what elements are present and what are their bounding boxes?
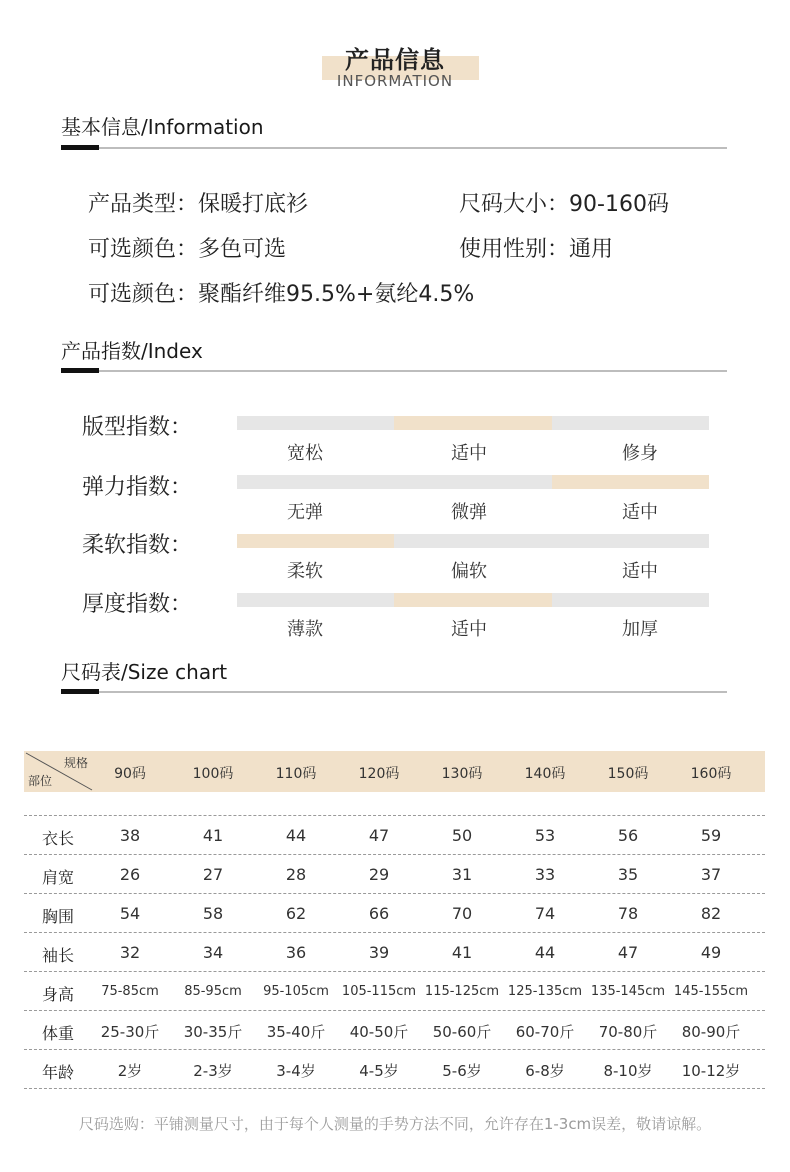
index-label: 弹力指数：	[82, 475, 193, 500]
size-header-cell: 130码	[441, 766, 483, 782]
table-cell: 28	[285, 865, 307, 884]
index-option: 柔软	[287, 561, 323, 582]
table-cell: 145-155cm	[673, 984, 749, 999]
info-value: 聚酯纤维95.5%+氨纶4.5%	[198, 282, 475, 307]
table-cell: 74	[534, 904, 556, 923]
table-cell: 3-4岁	[276, 1062, 316, 1080]
index-bar-fill	[394, 593, 551, 607]
info-value: 多色可选	[198, 237, 287, 262]
size-header-cell: 140码	[524, 766, 566, 782]
corner-label-spec: 规格	[64, 756, 89, 770]
index-bar-fill	[394, 416, 551, 430]
info-label: 可选颜色：	[88, 282, 199, 307]
row-label: 肩宽	[42, 868, 75, 887]
table-cell: 50-60斤	[432, 1023, 492, 1041]
table-cell: 10-12岁	[681, 1062, 741, 1080]
section-heading-basic: 基本信息/Information	[61, 115, 264, 139]
table-cell: 8-10岁	[603, 1062, 653, 1080]
table-cell: 5-6岁	[442, 1062, 482, 1080]
table-cell: 66	[368, 904, 390, 923]
table-cell: 31	[451, 865, 473, 884]
table-cell: 54	[119, 904, 141, 923]
index-option: 薄款	[287, 619, 323, 640]
section-divider-basic	[61, 147, 727, 149]
table-cell: 53	[534, 826, 556, 845]
table-cell: 37	[700, 865, 722, 884]
table-cell: 59	[700, 826, 722, 845]
size-header-cell: 110码	[275, 766, 317, 782]
table-cell: 36	[285, 943, 307, 962]
table-cell: 39	[368, 943, 390, 962]
table-cell: 125-135cm	[507, 984, 583, 999]
table-cell: 70	[451, 904, 473, 923]
index-label: 厚度指数：	[82, 592, 193, 617]
table-cell: 78	[617, 904, 639, 923]
info-gender	[459, 232, 613, 263]
table-cell: 70-80斤	[598, 1023, 658, 1041]
info-label: 尺码大小：	[459, 192, 570, 217]
index-option: 宽松	[287, 443, 323, 464]
table-cell: 26	[119, 865, 141, 884]
page-title: 产品信息	[345, 46, 445, 74]
table-cell: 25-30斤	[100, 1023, 160, 1041]
table-cell: 41	[202, 826, 224, 845]
table-cell: 56	[617, 826, 639, 845]
size-header-cell: 160码	[690, 766, 732, 782]
table-cell: 80-90斤	[681, 1023, 741, 1041]
row-label: 体重	[42, 1024, 75, 1043]
table-cell: 49	[700, 943, 722, 962]
table-cell: 40-50斤	[349, 1023, 409, 1041]
table-cell: 32	[119, 943, 141, 962]
table-cell: 85-95cm	[184, 984, 242, 999]
page-header	[0, 0, 790, 100]
index-option: 适中	[622, 502, 658, 523]
table-cell: 6-8岁	[525, 1062, 565, 1080]
index-option: 适中	[622, 561, 658, 582]
index-option: 无弹	[287, 502, 323, 523]
table-cell: 60-70斤	[515, 1023, 575, 1041]
info-value: 通用	[569, 237, 614, 262]
size-header-cell: 100码	[192, 766, 234, 782]
row-label: 衣长	[42, 829, 75, 848]
table-cell: 38	[119, 826, 141, 845]
index-label: 版型指数：	[82, 415, 193, 440]
index-bar	[237, 416, 709, 430]
info-product-type	[88, 187, 308, 218]
info-material	[88, 277, 474, 308]
corner-label-part: 部位	[28, 774, 53, 788]
index-option: 修身	[622, 443, 658, 464]
table-row	[24, 932, 765, 971]
index-option: 加厚	[622, 619, 658, 640]
table-row	[24, 1010, 765, 1049]
table-cell: 47	[368, 826, 390, 845]
table-cell: 41	[451, 943, 473, 962]
row-label: 胸围	[42, 907, 75, 926]
info-label: 使用性别：	[459, 237, 570, 262]
section-divider-accent-basic	[61, 145, 99, 150]
index-label: 柔软指数：	[82, 533, 193, 558]
table-cell: 27	[202, 865, 224, 884]
table-cell: 58	[202, 904, 224, 923]
index-bar-fill	[552, 475, 709, 489]
table-cell: 29	[368, 865, 390, 884]
info-color	[88, 232, 286, 263]
table-cell: 47	[617, 943, 639, 962]
row-label: 年龄	[42, 1063, 75, 1082]
table-row	[24, 815, 765, 854]
index-option: 微弹	[451, 502, 487, 523]
info-label: 可选颜色：	[88, 237, 199, 262]
size-table-corner	[24, 751, 94, 792]
section-divider-accent-index	[61, 368, 99, 373]
row-label: 身高	[42, 985, 75, 1004]
table-row	[24, 1049, 765, 1088]
info-size-range	[459, 187, 669, 218]
table-cell: 35	[617, 865, 639, 884]
index-option: 适中	[451, 443, 487, 464]
section-divider-size	[61, 691, 727, 693]
row-label: 袖长	[42, 946, 75, 965]
table-cell: 105-115cm	[341, 984, 417, 999]
section-heading-index: 产品指数/Index	[61, 339, 203, 363]
table-cell: 62	[285, 904, 307, 923]
table-cell: 4-5岁	[359, 1062, 399, 1080]
table-row	[24, 854, 765, 893]
info-value: 90-160码	[569, 192, 669, 217]
size-table-bottom-border	[24, 1088, 765, 1089]
table-cell: 115-125cm	[424, 984, 500, 999]
index-option: 偏软	[451, 561, 487, 582]
table-cell: 30-35斤	[183, 1023, 243, 1041]
table-cell: 2-3岁	[193, 1062, 233, 1080]
index-bar	[237, 593, 709, 607]
index-bar	[237, 475, 709, 489]
index-bar-fill	[237, 534, 394, 548]
table-row	[24, 971, 765, 1010]
size-header-cell: 120码	[358, 766, 400, 782]
section-divider-index	[61, 370, 727, 372]
section-heading-size: 尺码表/Size chart	[61, 660, 228, 684]
size-table	[24, 751, 765, 1082]
table-cell: 50	[451, 826, 473, 845]
index-bar	[237, 534, 709, 548]
table-cell: 44	[534, 943, 556, 962]
page-subtitle: INFORMATION	[336, 72, 454, 90]
table-cell: 135-145cm	[590, 984, 666, 999]
info-label: 产品类型：	[88, 192, 199, 217]
table-cell: 44	[285, 826, 307, 845]
info-value: 保暖打底衫	[198, 192, 309, 217]
table-cell: 33	[534, 865, 556, 884]
size-header-cell: 150码	[607, 766, 649, 782]
table-cell: 82	[700, 904, 722, 923]
size-footnote: 尺码选购：平铺测量尺寸，由于每个人测量的手势方法不同，允许存在1-3cm误差，敬请谅解。	[78, 1115, 712, 1133]
table-cell: 2岁	[117, 1062, 143, 1080]
table-cell: 75-85cm	[101, 984, 159, 999]
index-option: 适中	[451, 619, 487, 640]
section-divider-accent-size	[61, 689, 99, 694]
table-cell: 35-40斤	[266, 1023, 326, 1041]
table-cell: 95-105cm	[263, 984, 329, 999]
table-row	[24, 893, 765, 932]
table-cell: 34	[202, 943, 224, 962]
size-table-header	[24, 751, 765, 792]
size-header-cell: 90码	[114, 766, 146, 782]
